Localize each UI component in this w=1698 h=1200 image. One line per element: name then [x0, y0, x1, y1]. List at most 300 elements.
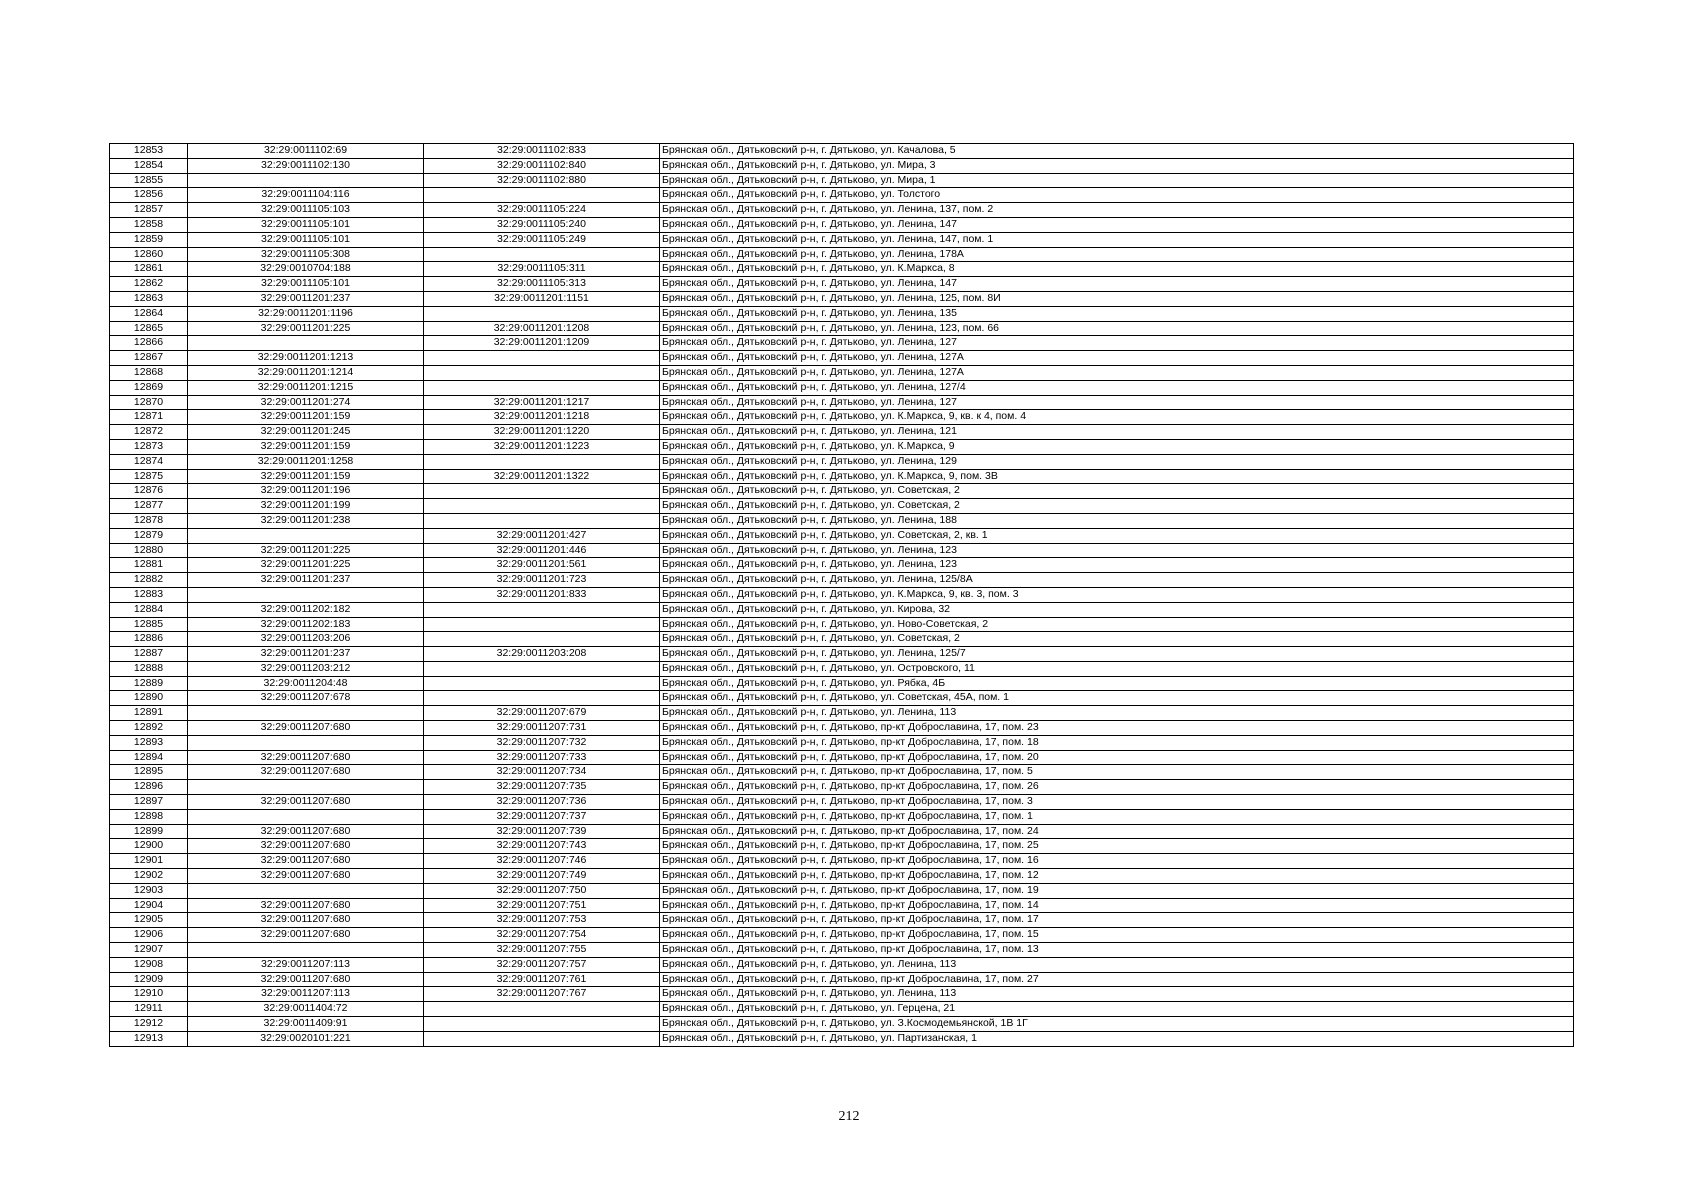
object-cadastral-number-cell	[424, 484, 660, 499]
row-number-cell: 12886	[110, 632, 188, 647]
row-number-cell: 12875	[110, 469, 188, 484]
table-row	[110, 987, 1574, 1002]
address-cell: Брянская обл., Дятьковский р-н, г. Дятьково, ул. Ленина, 125, пом. 8И	[660, 291, 1574, 306]
object-cadastral-number-cell: 32:29:0011207:679	[424, 706, 660, 721]
address-cell: Брянская обл., Дятьковский р-н, г. Дятьково, ул. Ленина, 113	[660, 957, 1574, 972]
table-row	[110, 809, 1574, 824]
table-row	[110, 188, 1574, 203]
address-cell: Брянская обл., Дятьковский р-н, г. Дятьково, ул. Советская, 2	[660, 484, 1574, 499]
object-cadastral-number-cell: 32:29:0011207:767	[424, 987, 660, 1002]
row-number-cell: 12884	[110, 602, 188, 617]
object-cadastral-number-cell	[424, 617, 660, 632]
cadastral-number-cell: 32:29:0011207:680	[188, 839, 424, 854]
table-row	[110, 780, 1574, 795]
address-cell: Брянская обл., Дятьковский р-н, г. Дятьково, ул. Толстого	[660, 188, 1574, 203]
table-row	[110, 928, 1574, 943]
address-cell: Брянская обл., Дятьковский р-н, г. Дятьково, пр-кт Доброславина, 17, пом. 12	[660, 869, 1574, 884]
row-number-cell: 12892	[110, 721, 188, 736]
cadastral-number-cell: 32:29:0011201:196	[188, 484, 424, 499]
row-number-cell: 12873	[110, 439, 188, 454]
cadastral-number-cell: 32:29:0011201:237	[188, 573, 424, 588]
cadastral-number-cell: 32:29:0011207:680	[188, 913, 424, 928]
table-row	[110, 365, 1574, 380]
table-row	[110, 395, 1574, 410]
cadastral-number-cell	[188, 336, 424, 351]
table-row	[110, 765, 1574, 780]
address-cell: Брянская обл., Дятьковский р-н, г. Дятьково, пр-кт Доброславина, 17, пом. 16	[660, 854, 1574, 869]
cadastral-number-cell: 32:29:0011207:113	[188, 987, 424, 1002]
address-cell: Брянская обл., Дятьковский р-н, г. Дятьково, ул. Островского, 11	[660, 661, 1574, 676]
table-row	[110, 173, 1574, 188]
cadastral-number-cell: 32:29:0011207:113	[188, 957, 424, 972]
table-row	[110, 232, 1574, 247]
row-number-cell: 12904	[110, 898, 188, 913]
object-cadastral-number-cell: 32:29:0011201:1209	[424, 336, 660, 351]
table-row	[110, 528, 1574, 543]
address-cell: Брянская обл., Дятьковский р-н, г. Дятьково, пр-кт Доброславина, 17, пом. 17	[660, 913, 1574, 928]
address-cell: Брянская обл., Дятьковский р-н, г. Дятьково, ул. Ленина, 127А	[660, 351, 1574, 366]
cadastral-number-cell	[188, 780, 424, 795]
table-row	[110, 602, 1574, 617]
object-cadastral-number-cell: 32:29:0011203:208	[424, 647, 660, 662]
row-number-cell: 12859	[110, 232, 188, 247]
table-row	[110, 854, 1574, 869]
address-cell: Брянская обл., Дятьковский р-н, г. Дятьково, ул. Ленина, 129	[660, 454, 1574, 469]
address-cell: Брянская обл., Дятьковский р-н, г. Дятьково, ул. Ленина, 188	[660, 513, 1574, 528]
registry-table	[109, 143, 1574, 1047]
cadastral-number-cell: 32:29:0011202:183	[188, 617, 424, 632]
address-cell: Брянская обл., Дятьковский р-н, г. Дятьково, ул. Ленина, 123	[660, 558, 1574, 573]
object-cadastral-number-cell: 32:29:0011105:249	[424, 232, 660, 247]
row-number-cell: 12897	[110, 795, 188, 810]
address-cell: Брянская обл., Дятьковский р-н, г. Дятьково, ул. Советская, 2	[660, 632, 1574, 647]
cadastral-number-cell: 32:29:0011207:680	[188, 824, 424, 839]
object-cadastral-number-cell: 32:29:0011207:749	[424, 869, 660, 884]
object-cadastral-number-cell: 32:29:0011207:746	[424, 854, 660, 869]
row-number-cell: 12872	[110, 425, 188, 440]
row-number-cell: 12882	[110, 573, 188, 588]
table-row	[110, 1017, 1574, 1032]
object-cadastral-number-cell: 32:29:0011105:224	[424, 203, 660, 218]
cadastral-number-cell: 32:29:0011207:678	[188, 691, 424, 706]
row-number-cell: 12893	[110, 735, 188, 750]
table-row	[110, 351, 1574, 366]
address-cell: Брянская обл., Дятьковский р-н, г. Дятьково, ул. К.Маркса, 9	[660, 439, 1574, 454]
table-row	[110, 1031, 1574, 1046]
cadastral-number-cell: 32:29:0011201:238	[188, 513, 424, 528]
address-cell: Брянская обл., Дятьковский р-н, г. Дятьково, пр-кт Доброславина, 17, пом. 5	[660, 765, 1574, 780]
cadastral-number-cell: 32:29:0011409:91	[188, 1017, 424, 1032]
cadastral-number-cell: 32:29:0011201:159	[188, 469, 424, 484]
object-cadastral-number-cell: 32:29:0011105:311	[424, 262, 660, 277]
row-number-cell: 12900	[110, 839, 188, 854]
cadastral-number-cell: 32:29:0011201:225	[188, 558, 424, 573]
object-cadastral-number-cell	[424, 365, 660, 380]
object-cadastral-number-cell: 32:29:0011207:731	[424, 721, 660, 736]
cadastral-number-cell: 32:29:0011207:680	[188, 972, 424, 987]
table-row	[110, 321, 1574, 336]
table-row	[110, 721, 1574, 736]
address-cell: Брянская обл., Дятьковский р-н, г. Дятьково, ул. Ленина, 127	[660, 336, 1574, 351]
cadastral-number-cell: 32:29:0011207:680	[188, 869, 424, 884]
object-cadastral-number-cell: 32:29:0011105:313	[424, 277, 660, 292]
row-number-cell: 12895	[110, 765, 188, 780]
object-cadastral-number-cell: 32:29:0011207:733	[424, 750, 660, 765]
cadastral-number-cell: 32:29:0011201:1258	[188, 454, 424, 469]
cadastral-number-cell: 32:29:0011201:237	[188, 291, 424, 306]
address-cell: Брянская обл., Дятьковский р-н, г. Дятьково, пр-кт Доброславина, 17, пом. 23	[660, 721, 1574, 736]
cadastral-number-cell: 32:29:0011201:245	[188, 425, 424, 440]
object-cadastral-number-cell: 32:29:0011207:751	[424, 898, 660, 913]
row-number-cell: 12862	[110, 277, 188, 292]
address-cell: Брянская обл., Дятьковский р-н, г. Дятьково, ул. Советская, 2, кв. 1	[660, 528, 1574, 543]
cadastral-number-cell: 32:29:0011203:206	[188, 632, 424, 647]
cadastral-number-cell: 32:29:0011201:199	[188, 499, 424, 514]
cadastral-number-cell: 32:29:0011207:680	[188, 765, 424, 780]
row-number-cell: 12867	[110, 351, 188, 366]
row-number-cell: 12885	[110, 617, 188, 632]
object-cadastral-number-cell: 32:29:0011201:446	[424, 543, 660, 558]
object-cadastral-number-cell	[424, 499, 660, 514]
row-number-cell: 12871	[110, 410, 188, 425]
address-cell: Брянская обл., Дятьковский р-н, г. Дятьково, ул. Мира, 1	[660, 173, 1574, 188]
cadastral-number-cell: 32:29:0011207:680	[188, 795, 424, 810]
table-row	[110, 1002, 1574, 1017]
cadastral-number-cell	[188, 735, 424, 750]
cadastral-number-cell: 32:29:0011201:1196	[188, 306, 424, 321]
cadastral-number-cell: 32:29:0011207:680	[188, 928, 424, 943]
table-row	[110, 513, 1574, 528]
row-number-cell: 12858	[110, 217, 188, 232]
address-cell: Брянская обл., Дятьковский р-н, г. Дятьково, пр-кт Доброславина, 17, пом. 3	[660, 795, 1574, 810]
cadastral-number-cell: 32:29:0011201:225	[188, 321, 424, 336]
cadastral-number-cell: 32:29:0011207:680	[188, 854, 424, 869]
object-cadastral-number-cell: 32:29:0011201:833	[424, 587, 660, 602]
cadastral-number-cell	[188, 528, 424, 543]
row-number-cell: 12877	[110, 499, 188, 514]
object-cadastral-number-cell: 32:29:0011201:1218	[424, 410, 660, 425]
table-row	[110, 898, 1574, 913]
address-cell: Брянская обл., Дятьковский р-н, г. Дятьково, пр-кт Доброславина, 17, пом. 13	[660, 943, 1574, 958]
cadastral-number-cell: 32:29:0011201:1213	[188, 351, 424, 366]
table-row	[110, 543, 1574, 558]
row-number-cell: 12913	[110, 1031, 188, 1046]
row-number-cell: 12880	[110, 543, 188, 558]
table-row	[110, 380, 1574, 395]
cadastral-number-cell: 32:29:0011102:130	[188, 158, 424, 173]
table-row	[110, 144, 1574, 159]
address-cell: Брянская обл., Дятьковский р-н, г. Дятьково, ул. Ленина, 147	[660, 277, 1574, 292]
row-number-cell: 12907	[110, 943, 188, 958]
cadastral-number-cell	[188, 587, 424, 602]
object-cadastral-number-cell: 32:29:0011207:737	[424, 809, 660, 824]
row-number-cell: 12879	[110, 528, 188, 543]
object-cadastral-number-cell	[424, 1017, 660, 1032]
object-cadastral-number-cell: 32:29:0011207:736	[424, 795, 660, 810]
cadastral-number-cell: 32:29:0011201:1214	[188, 365, 424, 380]
table-row	[110, 439, 1574, 454]
object-cadastral-number-cell: 32:29:0011207:739	[424, 824, 660, 839]
table-row	[110, 484, 1574, 499]
object-cadastral-number-cell: 32:29:0011201:1322	[424, 469, 660, 484]
address-cell: Брянская обл., Дятьковский р-н, г. Дятьково, пр-кт Доброславина, 17, пом. 26	[660, 780, 1574, 795]
object-cadastral-number-cell	[424, 513, 660, 528]
address-cell: Брянская обл., Дятьковский р-н, г. Дятьково, ул. Рябка, 4Б	[660, 676, 1574, 691]
cadastral-number-cell: 32:29:0011201:1215	[188, 380, 424, 395]
table-row	[110, 587, 1574, 602]
object-cadastral-number-cell	[424, 380, 660, 395]
row-number-cell: 12891	[110, 706, 188, 721]
cadastral-number-cell: 32:29:0011201:159	[188, 410, 424, 425]
address-cell: Брянская обл., Дятьковский р-н, г. Дятьково, ул. К.Маркса, 9, пом. 3В	[660, 469, 1574, 484]
object-cadastral-number-cell: 32:29:0011201:1217	[424, 395, 660, 410]
table-row	[110, 425, 1574, 440]
table-row	[110, 943, 1574, 958]
object-cadastral-number-cell: 32:29:0011207:734	[424, 765, 660, 780]
row-number-cell: 12863	[110, 291, 188, 306]
address-cell: Брянская обл., Дятьковский р-н, г. Дятьково, ул. Ленина, 113	[660, 706, 1574, 721]
address-cell: Брянская обл., Дятьковский р-н, г. Дятьково, пр-кт Доброславина, 17, пом. 24	[660, 824, 1574, 839]
object-cadastral-number-cell: 32:29:0011105:240	[424, 217, 660, 232]
address-cell: Брянская обл., Дятьковский р-н, г. Дятьково, пр-кт Доброславина, 17, пом. 27	[660, 972, 1574, 987]
table-row	[110, 217, 1574, 232]
object-cadastral-number-cell: 32:29:0011207:753	[424, 913, 660, 928]
address-cell: Брянская обл., Дятьковский р-н, г. Дятьково, пр-кт Доброславина, 17, пом. 25	[660, 839, 1574, 854]
row-number-cell: 12853	[110, 144, 188, 159]
object-cadastral-number-cell: 32:29:0011201:1223	[424, 439, 660, 454]
address-cell: Брянская обл., Дятьковский р-н, г. Дятьково, ул. Ленина, 147	[660, 217, 1574, 232]
object-cadastral-number-cell: 32:29:0011207:750	[424, 883, 660, 898]
address-cell: Брянская обл., Дятьковский р-н, г. Дятьково, ул. Ленина, 127	[660, 395, 1574, 410]
object-cadastral-number-cell	[424, 351, 660, 366]
address-cell: Брянская обл., Дятьковский р-н, г. Дятьково, ул. Герцена, 21	[660, 1002, 1574, 1017]
object-cadastral-number-cell	[424, 247, 660, 262]
table-row	[110, 883, 1574, 898]
cadastral-number-cell: 32:29:0011104:116	[188, 188, 424, 203]
table-row	[110, 676, 1574, 691]
row-number-cell: 12912	[110, 1017, 188, 1032]
object-cadastral-number-cell	[424, 632, 660, 647]
table-row	[110, 262, 1574, 277]
address-cell: Брянская обл., Дятьковский р-н, г. Дятьково, ул. К.Маркса, 8	[660, 262, 1574, 277]
cadastral-number-cell: 32:29:0011201:237	[188, 647, 424, 662]
row-number-cell: 12889	[110, 676, 188, 691]
table-row	[110, 203, 1574, 218]
table-row	[110, 735, 1574, 750]
cadastral-number-cell: 32:29:0011105:308	[188, 247, 424, 262]
cadastral-number-cell: 32:29:0011203:212	[188, 661, 424, 676]
address-cell: Брянская обл., Дятьковский р-н, г. Дятьково, пр-кт Доброславина, 17, пом. 18	[660, 735, 1574, 750]
table-row	[110, 277, 1574, 292]
object-cadastral-number-cell: 32:29:0011207:755	[424, 943, 660, 958]
cadastral-number-cell: 32:29:0011207:680	[188, 721, 424, 736]
cadastral-number-cell: 32:29:0010704:188	[188, 262, 424, 277]
address-cell: Брянская обл., Дятьковский р-н, г. Дятьково, ул. Мира, 3	[660, 158, 1574, 173]
row-number-cell: 12888	[110, 661, 188, 676]
address-cell: Брянская обл., Дятьковский р-н, г. Дятьково, ул. Ленина, 113	[660, 987, 1574, 1002]
object-cadastral-number-cell	[424, 676, 660, 691]
table-row	[110, 691, 1574, 706]
object-cadastral-number-cell	[424, 454, 660, 469]
row-number-cell: 12861	[110, 262, 188, 277]
object-cadastral-number-cell	[424, 661, 660, 676]
address-cell: Брянская обл., Дятьковский р-н, г. Дятьково, ул. Ленина, 123	[660, 543, 1574, 558]
address-cell: Брянская обл., Дятьковский р-н, г. Дятьково, пр-кт Доброславина, 17, пом. 1	[660, 809, 1574, 824]
cadastral-number-cell: 32:29:0011202:182	[188, 602, 424, 617]
address-cell: Брянская обл., Дятьковский р-н, г. Дятьково, ул. Кирова, 32	[660, 602, 1574, 617]
table-row	[110, 839, 1574, 854]
object-cadastral-number-cell: 32:29:0011207:743	[424, 839, 660, 854]
cadastral-number-cell: 32:29:0011105:101	[188, 277, 424, 292]
row-number-cell: 12857	[110, 203, 188, 218]
address-cell: Брянская обл., Дятьковский р-н, г. Дятьково, пр-кт Доброславина, 17, пом. 20	[660, 750, 1574, 765]
row-number-cell: 12909	[110, 972, 188, 987]
object-cadastral-number-cell: 32:29:0011207:754	[424, 928, 660, 943]
cadastral-number-cell: 32:29:0011102:69	[188, 144, 424, 159]
row-number-cell: 12902	[110, 869, 188, 884]
address-cell: Брянская обл., Дятьковский р-н, г. Дятьково, ул. К.Маркса, 9, кв. 3, пом. 3	[660, 587, 1574, 602]
address-cell: Брянская обл., Дятьковский р-н, г. Дятьково, ул. Ново-Советская, 2	[660, 617, 1574, 632]
row-number-cell: 12865	[110, 321, 188, 336]
table-row	[110, 913, 1574, 928]
object-cadastral-number-cell: 32:29:0011201:723	[424, 573, 660, 588]
object-cadastral-number-cell	[424, 602, 660, 617]
address-cell: Брянская обл., Дятьковский р-н, г. Дятьково, ул. Ленина, 147, пом. 1	[660, 232, 1574, 247]
row-number-cell: 12901	[110, 854, 188, 869]
cadastral-number-cell: 32:29:0011105:101	[188, 232, 424, 247]
object-cadastral-number-cell	[424, 306, 660, 321]
cadastral-number-cell	[188, 883, 424, 898]
object-cadastral-number-cell: 32:29:0011207:732	[424, 735, 660, 750]
row-number-cell: 12866	[110, 336, 188, 351]
address-cell: Брянская обл., Дятьковский р-н, г. Дятьково, ул. Ленина, 127/4	[660, 380, 1574, 395]
row-number-cell: 12905	[110, 913, 188, 928]
table-row	[110, 499, 1574, 514]
table-row	[110, 795, 1574, 810]
cadastral-number-cell: 32:29:0011201:159	[188, 439, 424, 454]
cadastral-number-cell: 32:29:0011105:103	[188, 203, 424, 218]
object-cadastral-number-cell: 32:29:0011201:427	[424, 528, 660, 543]
table-row	[110, 972, 1574, 987]
address-cell: Брянская обл., Дятьковский р-н, г. Дятьково, ул. Ленина, 178А	[660, 247, 1574, 262]
row-number-cell: 12854	[110, 158, 188, 173]
address-cell: Брянская обл., Дятьковский р-н, г. Дятьково, пр-кт Доброславина, 17, пом. 15	[660, 928, 1574, 943]
object-cadastral-number-cell: 32:29:0011207:735	[424, 780, 660, 795]
cadastral-number-cell: 32:29:0011105:101	[188, 217, 424, 232]
address-cell: Брянская обл., Дятьковский р-н, г. Дятьково, ул. Ленина, 127А	[660, 365, 1574, 380]
cadastral-number-cell: 32:29:0011201:225	[188, 543, 424, 558]
table-row	[110, 647, 1574, 662]
address-cell: Брянская обл., Дятьковский р-н, г. Дятьково, ул. Советская, 2	[660, 499, 1574, 514]
table-row	[110, 454, 1574, 469]
object-cadastral-number-cell: 32:29:0011201:561	[424, 558, 660, 573]
table-row	[110, 558, 1574, 573]
address-cell: Брянская обл., Дятьковский р-н, г. Дятьково, ул. Ленина, 125/7	[660, 647, 1574, 662]
row-number-cell: 12870	[110, 395, 188, 410]
cadastral-number-cell: 32:29:0011207:680	[188, 898, 424, 913]
cadastral-number-cell: 32:29:0011204:48	[188, 676, 424, 691]
cadastral-number-cell: 32:29:0011201:274	[188, 395, 424, 410]
row-number-cell: 12874	[110, 454, 188, 469]
object-cadastral-number-cell	[424, 188, 660, 203]
table-row	[110, 661, 1574, 676]
object-cadastral-number-cell: 32:29:0011201:1208	[424, 321, 660, 336]
row-number-cell: 12868	[110, 365, 188, 380]
row-number-cell: 12910	[110, 987, 188, 1002]
row-number-cell: 12896	[110, 780, 188, 795]
object-cadastral-number-cell	[424, 1031, 660, 1046]
table-row	[110, 750, 1574, 765]
row-number-cell: 12856	[110, 188, 188, 203]
registry-table-body	[110, 144, 1574, 1047]
row-number-cell: 12876	[110, 484, 188, 499]
object-cadastral-number-cell: 32:29:0011102:833	[424, 144, 660, 159]
cadastral-number-cell: 32:29:0020101:221	[188, 1031, 424, 1046]
object-cadastral-number-cell: 32:29:0011102:880	[424, 173, 660, 188]
table-row	[110, 158, 1574, 173]
row-number-cell: 12908	[110, 957, 188, 972]
row-number-cell: 12869	[110, 380, 188, 395]
address-cell: Брянская обл., Дятьковский р-н, г. Дятьково, ул. Партизанская, 1	[660, 1031, 1574, 1046]
row-number-cell: 12883	[110, 587, 188, 602]
address-cell: Брянская обл., Дятьковский р-н, г. Дятьково, ул. Ленина, 135	[660, 306, 1574, 321]
object-cadastral-number-cell: 32:29:0011201:1220	[424, 425, 660, 440]
row-number-cell: 12899	[110, 824, 188, 839]
address-cell: Брянская обл., Дятьковский р-н, г. Дятьково, ул. Ленина, 121	[660, 425, 1574, 440]
page-number: 212	[838, 1109, 860, 1124]
row-number-cell: 12887	[110, 647, 188, 662]
address-cell: Брянская обл., Дятьковский р-н, г. Дятьково, ул. Ленина, 137, пом. 2	[660, 203, 1574, 218]
row-number-cell: 12860	[110, 247, 188, 262]
object-cadastral-number-cell: 32:29:0011102:840	[424, 158, 660, 173]
table-row	[110, 632, 1574, 647]
address-cell: Брянская обл., Дятьковский р-н, г. Дятьково, пр-кт Доброславина, 17, пом. 19	[660, 883, 1574, 898]
cadastral-number-cell	[188, 173, 424, 188]
object-cadastral-number-cell: 32:29:0011201:1151	[424, 291, 660, 306]
table-row	[110, 869, 1574, 884]
address-cell: Брянская обл., Дятьковский р-н, г. Дятьково, ул. Качалова, 5	[660, 144, 1574, 159]
row-number-cell: 12911	[110, 1002, 188, 1017]
address-cell: Брянская обл., Дятьковский р-н, г. Дятьково, ул. Советская, 45А, пом. 1	[660, 691, 1574, 706]
cadastral-number-cell: 32:29:0011207:680	[188, 750, 424, 765]
table-row	[110, 957, 1574, 972]
table-row	[110, 573, 1574, 588]
row-number-cell: 12894	[110, 750, 188, 765]
object-cadastral-number-cell	[424, 691, 660, 706]
table-row	[110, 336, 1574, 351]
table-row	[110, 306, 1574, 321]
address-cell: Брянская обл., Дятьковский р-н, г. Дятьково, ул. З.Космодемьянской, 1В 1Г	[660, 1017, 1574, 1032]
row-number-cell: 12855	[110, 173, 188, 188]
table-row	[110, 469, 1574, 484]
table-row	[110, 247, 1574, 262]
object-cadastral-number-cell: 32:29:0011207:761	[424, 972, 660, 987]
address-cell: Брянская обл., Дятьковский р-н, г. Дятьково, ул. Ленина, 125/8А	[660, 573, 1574, 588]
address-cell: Брянская обл., Дятьковский р-н, г. Дятьково, пр-кт Доброславина, 17, пом. 14	[660, 898, 1574, 913]
row-number-cell: 12878	[110, 513, 188, 528]
table-row	[110, 824, 1574, 839]
row-number-cell: 12906	[110, 928, 188, 943]
object-cadastral-number-cell	[424, 1002, 660, 1017]
row-number-cell: 12890	[110, 691, 188, 706]
row-number-cell: 12864	[110, 306, 188, 321]
cadastral-number-cell	[188, 809, 424, 824]
table-row	[110, 706, 1574, 721]
row-number-cell: 12898	[110, 809, 188, 824]
table-row	[110, 410, 1574, 425]
address-cell: Брянская обл., Дятьковский р-н, г. Дятьково, ул. К.Маркса, 9, кв. к 4, пом. 4	[660, 410, 1574, 425]
cadastral-number-cell	[188, 943, 424, 958]
